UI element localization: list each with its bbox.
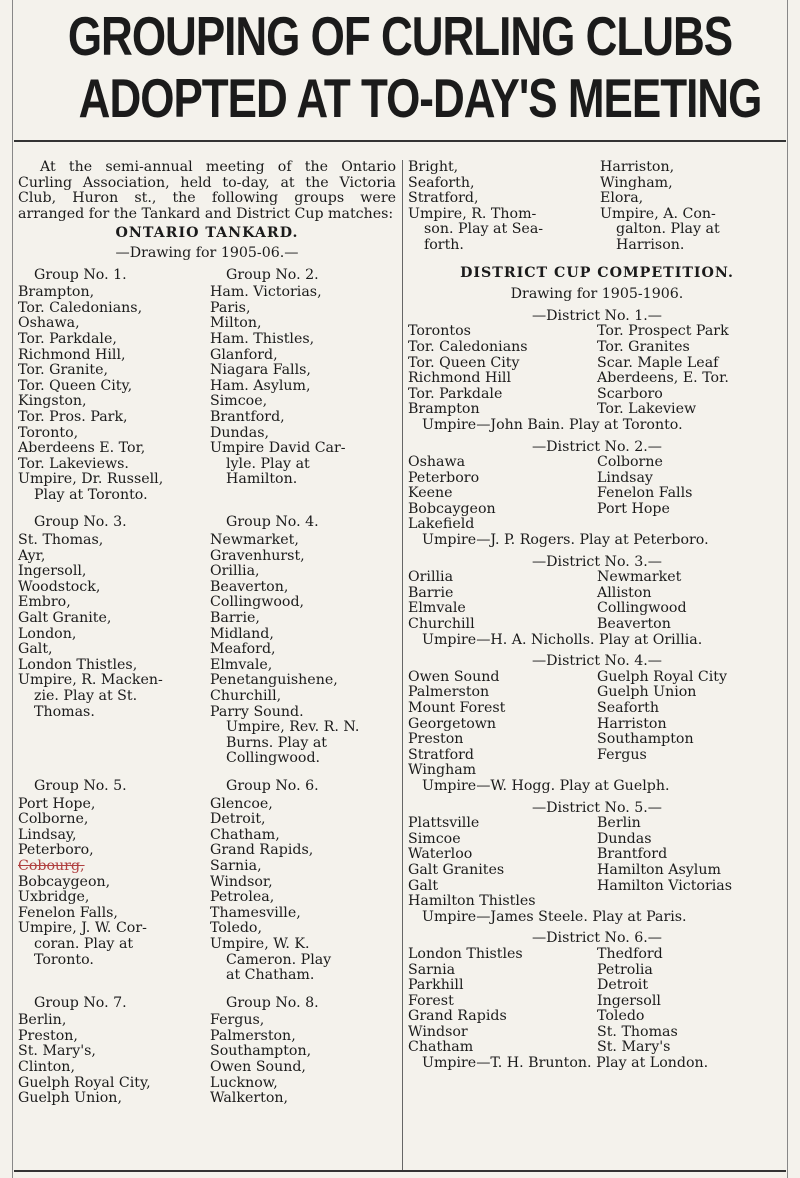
district-row <box>408 502 786 518</box>
umpire-line: Umpire, Rev. R. N. <box>226 719 360 736</box>
district-row <box>408 617 786 633</box>
group-heading: Group No. 3. <box>34 514 127 531</box>
club: Mount Forest <box>408 700 506 716</box>
club: Ham. Asylum, <box>210 377 311 394</box>
district-row <box>408 471 786 487</box>
club: Galt <box>408 877 439 894</box>
left-page-edge <box>0 0 13 1178</box>
club: Tor. Pros. Park, <box>18 408 128 425</box>
district-row <box>408 978 786 994</box>
district-row <box>408 517 786 533</box>
club: Brampton <box>408 401 480 418</box>
club: Guelph Union <box>597 684 697 701</box>
club: Brantford <box>597 846 668 863</box>
club: Churchill <box>408 616 475 633</box>
club: Embro, <box>18 594 71 611</box>
tankard-title: ONTARIO TANKARD. <box>115 225 299 242</box>
group-heading: Group No. 8. <box>226 994 319 1011</box>
club: Tor. Parkdale, <box>18 330 117 347</box>
district-row <box>408 701 786 717</box>
club: Harriston, <box>600 159 675 175</box>
club: St. Thomas, <box>18 532 104 549</box>
left-column <box>18 160 396 1107</box>
umpire-line: Play at Toronto. <box>34 486 148 503</box>
club: Glencoe, <box>210 795 273 812</box>
group-4 <box>210 515 396 767</box>
umpire-line: Harrison. <box>616 236 685 253</box>
club: Galt Granites <box>408 861 505 878</box>
club: St. Mary's <box>597 1039 671 1056</box>
group-heading: Group No. 6. <box>226 777 319 794</box>
club <box>597 894 786 910</box>
club: Bright, <box>408 159 459 175</box>
group-row-7-8 <box>18 996 396 1107</box>
club: Wingham <box>408 762 477 779</box>
headline <box>14 4 786 130</box>
club: Southampton <box>597 731 694 748</box>
club <box>597 517 786 533</box>
club: Torontos <box>408 323 471 340</box>
district-row <box>408 486 786 502</box>
group-7 <box>18 996 210 1107</box>
club: Orillia, <box>210 563 260 580</box>
district-heading: —District No. 2.— <box>531 438 662 455</box>
district-row <box>408 586 786 602</box>
club: Forest <box>408 992 454 1009</box>
group-heading: Group No. 2. <box>226 266 319 283</box>
umpire-line: Burns. Play at <box>226 734 328 751</box>
club: Milton, <box>210 315 262 332</box>
umpire-line: Umpire—W. Hogg. Play at Guelph. <box>422 777 670 794</box>
club: Port Hope, <box>18 795 96 812</box>
umpire-line: Umpire—J. P. Rogers. Play at Peterboro. <box>422 532 709 549</box>
club: Hamilton Victorias <box>597 877 733 894</box>
club: Dundas <box>597 830 652 847</box>
club: Richmond Hill <box>408 370 512 387</box>
club: Beaverton, <box>210 578 289 595</box>
club: Clinton, <box>18 1059 75 1076</box>
club: Fenelon Falls, <box>18 904 118 921</box>
district-row <box>408 601 786 617</box>
club: Lucknow, <box>210 1074 278 1091</box>
club: Chatham <box>408 1039 474 1056</box>
club: Thamesville, <box>210 904 301 921</box>
district-row <box>408 455 786 471</box>
district-row <box>408 356 786 372</box>
umpire-line: Umpire, Dr. Russell, <box>18 471 164 488</box>
club: Meaford, <box>210 641 276 658</box>
club: Petrolia <box>597 961 653 978</box>
district-row <box>408 324 786 340</box>
club: Tor. Caledonians, <box>18 299 143 316</box>
club: Collingwood <box>597 600 687 617</box>
group-heading: Group No. 5. <box>34 777 127 794</box>
club: Bobcaygeon <box>408 500 496 517</box>
club: Tor. Lakeviews. <box>18 455 129 472</box>
group-8-continued <box>600 160 786 254</box>
umpire-line: Umpire David Car- <box>210 440 346 457</box>
umpire-line: Umpire—T. H. Brunton. Play at London. <box>422 1055 709 1072</box>
umpire-line: Toronto. <box>34 951 94 968</box>
bottom-rule <box>14 1170 786 1172</box>
club: Fergus <box>597 746 647 763</box>
club: Colborne <box>597 454 663 471</box>
club: Keene <box>408 485 453 502</box>
umpire-line: Umpire—James Steele. Play at Paris. <box>422 908 687 925</box>
district-row <box>408 816 786 832</box>
club: Toledo, <box>210 920 262 937</box>
club: Palmerston <box>408 684 490 701</box>
umpire-line: Cameron. Play <box>226 951 332 968</box>
district-heading: —District No. 4.— <box>531 653 662 670</box>
club: Palmerston, <box>210 1027 296 1044</box>
club: Ham. Thistles, <box>210 330 315 347</box>
club: Walkerton, <box>210 1090 289 1107</box>
district-row <box>408 670 786 686</box>
district-row <box>408 732 786 748</box>
umpire-line: lyle. Play at <box>226 455 310 472</box>
club: Lindsay <box>597 469 653 486</box>
club: Windsor <box>408 1023 468 1040</box>
club: Thedford <box>597 945 663 962</box>
club: Port Hope <box>597 500 670 517</box>
umpire-line: Umpire, R. Thom- <box>408 205 537 222</box>
club: Peterboro <box>408 469 480 486</box>
club: Ingersoll, <box>18 563 87 580</box>
club: Parry Sound. <box>210 703 304 720</box>
group-7-continued <box>408 160 600 254</box>
umpire-line: Umpire, W. K. <box>210 935 310 952</box>
club: Wingham, <box>600 174 673 191</box>
umpire-line: Umpire, A. Con- <box>600 205 716 222</box>
club: Preston <box>408 731 464 748</box>
district-row <box>408 685 786 701</box>
club: Barrie <box>408 584 454 601</box>
group-6 <box>210 779 396 984</box>
umpire-line: Umpire—John Bain. Play at Toronto. <box>422 416 683 433</box>
group-5 <box>18 779 210 984</box>
district-heading: —District No. 5.— <box>531 799 662 816</box>
club: Toledo <box>597 1008 645 1025</box>
club: Windsor, <box>210 873 273 890</box>
district-row <box>408 570 786 586</box>
club: Tor. Granite, <box>18 362 108 379</box>
club: Sarnia <box>408 961 456 978</box>
district-row <box>408 863 786 879</box>
district-row <box>408 947 786 963</box>
club: Southampton, <box>210 1043 312 1060</box>
club: Elmvale, <box>210 656 273 673</box>
district-row <box>408 717 786 733</box>
club: Midland, <box>210 625 274 642</box>
umpire-line: Collingwood. <box>226 750 321 767</box>
headline-rule <box>14 140 786 142</box>
club: Tor. Prospect Park <box>597 323 729 340</box>
umpire-line: at Chatham. <box>226 967 315 984</box>
club: Peterboro, <box>18 842 94 859</box>
umpire-line: son. Play at Sea- <box>424 221 544 238</box>
club <box>597 763 786 779</box>
club: Tor. Queen City, <box>18 377 133 394</box>
umpire-line: zie. Play at St. <box>34 688 138 704</box>
club: St. Mary's, <box>18 1043 96 1060</box>
club: Guelph Union, <box>18 1090 122 1107</box>
umpire-line: Umpire—H. A. Nicholls. Play at Orillia. <box>422 631 703 648</box>
club: Petrolea, <box>210 889 275 906</box>
club: Richmond Hill, <box>18 346 126 363</box>
club: Berlin <box>597 815 641 832</box>
club: Bobcaygeon, <box>18 873 111 890</box>
club: Oshawa <box>408 454 466 471</box>
group-heading: Group No. 1. <box>34 266 127 283</box>
club: Tor. Queen City <box>408 354 520 371</box>
club: Brampton, <box>18 284 95 301</box>
club: Aberdeens E. Tor, <box>18 440 146 457</box>
club: Fergus, <box>210 1012 265 1029</box>
group-row-3-4 <box>18 515 396 767</box>
club: Toronto, <box>18 424 79 441</box>
district-row <box>408 748 786 764</box>
club: London, <box>18 625 77 642</box>
district-row <box>408 371 786 387</box>
club: Niagara Falls, <box>210 362 311 379</box>
district-row <box>408 894 786 910</box>
right-column <box>408 160 786 1072</box>
district-heading: —District No. 1.— <box>531 307 662 324</box>
club: Galt Granite, <box>18 610 112 627</box>
club: Grand Rapids <box>408 1008 507 1025</box>
intro-paragraph: At the semi-annual meeting of the Ontario Curling Association, held to-day, at the Victoria Club, Huron st., the following groups were arranged for the Tankard and District Cup matches: <box>18 159 396 222</box>
headline-line-2: ADOPTED AT TO-DAY'S MEETING <box>78 68 762 130</box>
club: Woodstock, <box>18 578 101 595</box>
district-row <box>408 387 786 403</box>
district-row <box>408 1040 786 1056</box>
district-row <box>408 340 786 356</box>
club: Scar. Maple Leaf <box>597 354 719 371</box>
club: Detroit <box>597 977 649 994</box>
right-page-edge <box>787 0 800 1178</box>
umpire-line: Thomas. <box>34 703 95 720</box>
club: Tor. Parkdale <box>408 385 503 402</box>
club: Orillia <box>408 569 454 586</box>
club: Gravenhurst, <box>210 547 305 564</box>
club: Parkhill <box>408 977 464 994</box>
club: Waterloo <box>408 846 473 863</box>
club: Uxbridge, <box>18 889 90 906</box>
club: Beaverton <box>597 616 671 633</box>
group-3 <box>18 515 210 767</box>
club: Collingwood, <box>210 594 305 611</box>
tankard-drawing: —Drawing for 1905-06.— <box>115 244 299 261</box>
club: Hamilton Thistles <box>408 893 536 910</box>
club: Ayr, <box>18 547 46 564</box>
club: Oshawa, <box>18 315 80 332</box>
group-heading: Group No. 4. <box>226 514 319 531</box>
district-title: DISTRICT CUP COMPETITION. <box>460 264 734 281</box>
group-row-1-2 <box>18 268 396 504</box>
club: Tor. Lakeview <box>597 401 697 418</box>
district-row <box>408 847 786 863</box>
club: Scarboro <box>597 385 663 402</box>
club: London Thistles <box>408 945 523 962</box>
club: Paris, <box>210 299 251 316</box>
district-row <box>408 832 786 848</box>
club: Glanford, <box>210 346 278 363</box>
district-row <box>408 879 786 895</box>
district-row <box>408 994 786 1010</box>
club: Simcoe <box>408 830 461 847</box>
headline-line-1: GROUPING OF CURLING CLUBS <box>67 6 733 68</box>
club: Lakefield <box>408 516 475 533</box>
umpire-line: galton. Play at <box>616 221 720 238</box>
group-2 <box>210 268 396 504</box>
club: Georgetown <box>408 715 497 732</box>
club: Stratford, <box>408 190 479 207</box>
club: Seaforth <box>597 700 659 716</box>
district-row <box>408 963 786 979</box>
club: Elora, <box>600 190 644 207</box>
club: Owen Sound, <box>210 1059 306 1076</box>
club: Simcoe, <box>210 393 268 410</box>
umpire-line: forth. <box>424 236 464 253</box>
club: Harriston <box>597 715 667 732</box>
club: Churchill, <box>210 688 282 704</box>
district-heading: —District No. 3.— <box>531 553 662 570</box>
groups-7-8-continued <box>408 160 786 254</box>
club: London Thistles, <box>18 656 138 673</box>
district-row <box>408 1009 786 1025</box>
club: Penetanguishene, <box>210 672 338 689</box>
group-8 <box>210 996 396 1107</box>
club: Galt, <box>18 641 53 658</box>
club: Brantford, <box>210 408 285 425</box>
umpire-line: Hamilton. <box>226 471 298 488</box>
club: Preston, <box>18 1027 78 1044</box>
umpire-line: Umpire, J. W. Cor- <box>18 920 147 937</box>
club: Guelph Royal City <box>597 668 727 685</box>
umpire-line: Umpire, R. Macken- <box>18 672 163 689</box>
club: Grand Rapids, <box>210 842 314 859</box>
club: Stratford <box>408 746 475 763</box>
district-row <box>408 402 786 418</box>
club: Lindsay, <box>18 826 77 843</box>
club: Ingersoll <box>597 992 661 1009</box>
club: Dundas, <box>210 424 269 441</box>
club: Alliston <box>597 584 652 601</box>
club: Hamilton Asylum <box>597 861 721 878</box>
club: Tor. Caledonians <box>408 338 528 355</box>
district-row <box>408 1025 786 1041</box>
column-divider <box>402 160 403 1170</box>
district-drawing: Drawing for 1905-1906. <box>510 286 684 303</box>
club: Owen Sound <box>408 668 500 685</box>
club: Aberdeens, E. Tor. <box>597 370 729 387</box>
club: Tor. Granites <box>597 338 690 355</box>
club: Chatham, <box>210 826 280 843</box>
club: Plattsville <box>408 815 480 832</box>
club: Seaforth, <box>408 174 475 191</box>
club: Sarnia, <box>210 857 262 874</box>
club: Berlin, <box>18 1012 67 1029</box>
district-heading: —District No. 6.— <box>531 930 662 947</box>
club: Fenelon Falls <box>597 485 693 502</box>
club: Detroit, <box>210 811 266 828</box>
club: Cobourg, <box>18 857 85 874</box>
group-heading: Group No. 7. <box>34 994 127 1011</box>
club: Newmarket <box>597 569 682 586</box>
club: Colborne, <box>18 811 89 828</box>
group-1 <box>18 268 210 504</box>
group-row-5-6 <box>18 779 396 984</box>
club: Barrie, <box>210 610 260 627</box>
district-row <box>408 763 786 779</box>
club: Kingston, <box>18 393 87 410</box>
club: Ham. Victorias, <box>210 284 322 301</box>
club: Guelph Royal City, <box>18 1074 151 1091</box>
club: St. Thomas <box>597 1023 678 1040</box>
club: Newmarket, <box>210 532 299 549</box>
umpire-line: coran. Play at <box>34 935 134 952</box>
club: Elmvale <box>408 600 466 617</box>
